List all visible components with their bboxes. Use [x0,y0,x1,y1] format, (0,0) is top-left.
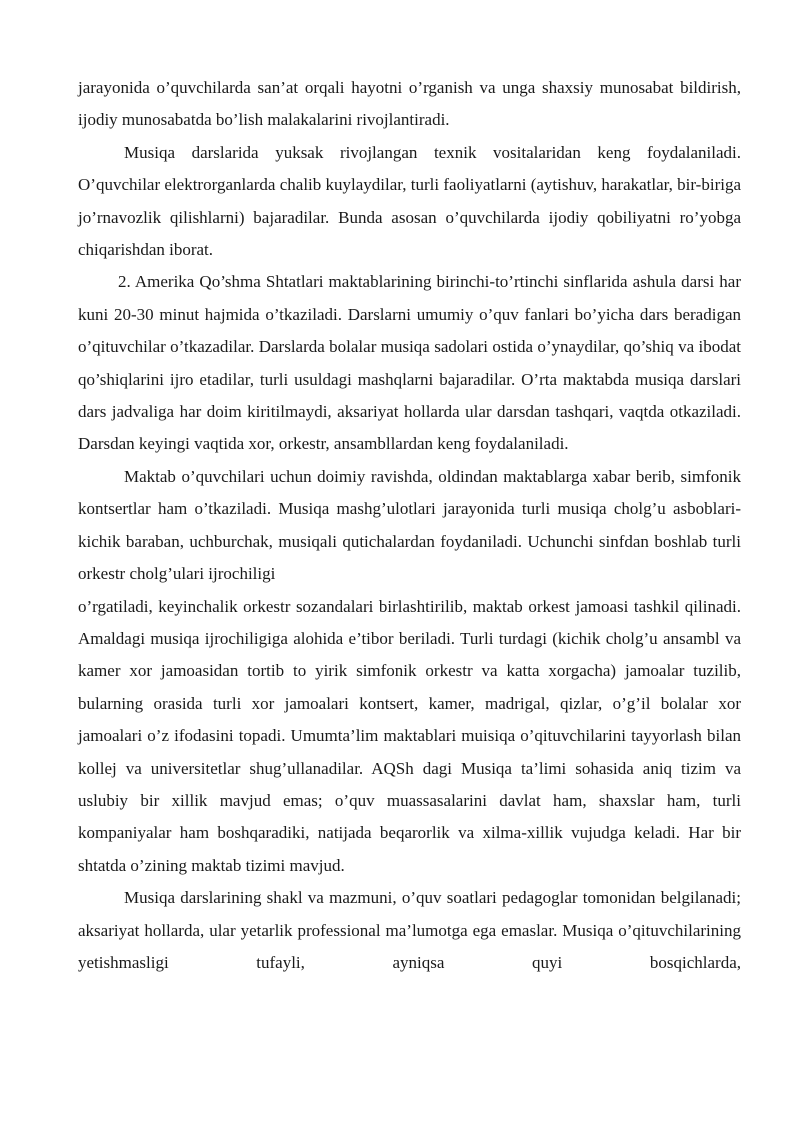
paragraph-3: 2. Amerika Qo’shma Shtatlari maktablarining birinchi-to’rtinchi sinflarida ashula darsi har kuni 20-30 minut hajmida o’tkaziladi. Darslarni umumiy o’quv fanlari bo’yicha dars beradigan o’qituvchilar o’tkazadilar. Darslarda bolalar musiqa sadolari ostida o’ynaydilar, qo’shiq va ibodat qo’shiqlarini ijro etadilar, turli usuldagi mashqlarni bajaradilar. O’rta maktabda musiqa darslari dars jadvaliga har doim kiritilmaydi, aksariyat hollarda ular darsdan tashqari, vaqtda otkaziladi. Darsdan keyingi vaqtida xor, orkestr, ansambllardan keng foydalaniladi. [78,272,741,454]
document-body [78,72,741,979]
paragraph-4: Maktab o’quvchilari uchun doimiy ravishda, oldindan maktablarga xabar berib, simfonik kontsertlar ham o’tkaziladi. Musiqa mashg’ulotlari jarayonida turli musiqa cholg’u asboblari-kichik baraban, uchburchak, musiqali qutichalardan foydaniladi. Uchunchi sinfdan boshlab turli orkestr cholg’ulari ijrochiligi [78,466,741,584]
paragraph-2: Musiqa darslarida yuksak rivojlangan texnik vositalaridan keng foydalaniladi. O’quvchilar elektrorganlarda chalib kuylaydilar, turli faoliyatlarni (aytishuv, harakatlar, bir-biriga jo’rnavozlik qilishlarni) bajaradilar. Bunda asosan o’quvchilarda ijodiy qobiliyatni ro’yobga chiqarishdan iborat. [78,142,741,260]
paragraph-5: o’rgatiladi, keyinchalik orkestr sozandalari birlashtirilib, maktab orkest jamoasi tashkil qilinadi. Amaldagi musiqa ijrochiligiga alohida e’tibor beriladi. Turli turdagi (kichik cholg’u ansambl va kamer xor jamoasidan tortib to yirik simfonik orkestr va katta xorgacha) jamoalar tuzilib, bularning orasida turli xor jamoalari kontsert, kamer, madrigal, qizlar, o’g’il bolalar xor jamoalari o’z ifodasini topadi. Umumta’lim maktablari muisiqa o’qituvchilarini tayyorlash bilan kollej va universitetlar shug’ullanadilar. AQSh dagi Musiqa ta’limi sohasida aniq tizim va uslubiy bir xillik mavjud emas; o’quv muassasalarini davlat ham, shaxslar ham, turli kompaniyalar ham boshqaradiki, natijada beqarorlik va xilma-xillik vujudga keladi. Har bir shtatda o’zining maktab tizimi mavjud. [78,596,741,875]
paragraph-1: jarayonida o’quvchilarda san’at orqali hayotni o’rganish va unga shaxsiy munosabat bildirish, ijodiy munosabatda bo’lish malakalarini rivojlantiradi. [78,78,741,130]
paragraph-6: Musiqa darslarining shakl va mazmuni, o’quv soatlari pedagoglar tomonidan belgilanadi; aksariyat hollarda, ular yetarlik professional ma’lumotga ega emaslar. Musiqa o’qituvchilarining yetishmasligi tufayli, ayniqsa quyi bosqichlarda, [78,888,741,972]
